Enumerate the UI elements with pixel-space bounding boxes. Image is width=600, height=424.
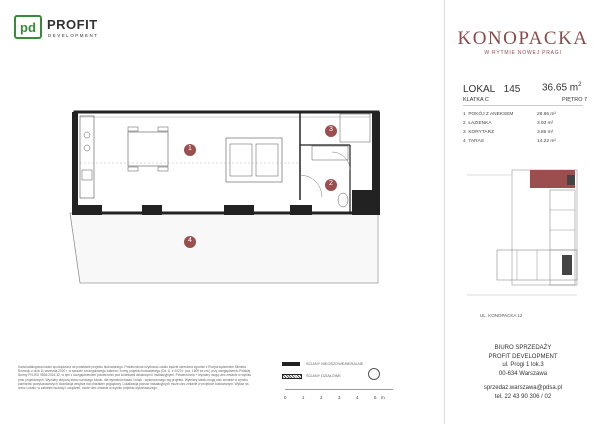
scale-baseline xyxy=(285,389,393,390)
room-no: 4 xyxy=(463,139,466,144)
wall-segment xyxy=(372,112,380,197)
sales-email[interactable]: sprzedaz.warszawa@pdsa.pl xyxy=(483,385,563,391)
room-row xyxy=(463,112,583,121)
unit-label-text: LOKAL xyxy=(463,84,495,95)
room-area: 28.86 m² xyxy=(537,112,556,117)
sofa xyxy=(226,138,282,182)
room-no: 2 xyxy=(463,121,466,126)
room-marker-label: 1 xyxy=(188,145,192,152)
scale-unit: m xyxy=(381,395,385,400)
room-marker-label: 2 xyxy=(329,180,333,187)
wall-segment xyxy=(290,205,312,215)
sales-office-line: 00-634 Warszawa xyxy=(498,370,548,377)
room-marker-label: 3 xyxy=(329,126,333,133)
scale-tick: 4 xyxy=(356,395,359,400)
north-arrow-icon xyxy=(368,368,380,380)
room-name: POKÓJ Z ANEKSEM xyxy=(468,112,514,117)
unit-separator xyxy=(463,105,583,106)
unit-area-value: 36.65 m xyxy=(542,82,579,94)
room-list xyxy=(463,112,583,148)
room-area: 14.22 m² xyxy=(537,139,556,144)
legend-swatch-bearing xyxy=(282,362,300,366)
room-name: KORYTARZ xyxy=(468,130,495,135)
scale-tick: 1 xyxy=(302,395,305,400)
kitchen-counter xyxy=(80,116,94,198)
project-title: KONOPACKA xyxy=(457,28,589,49)
brand-logo-mark: pd xyxy=(14,15,42,39)
unit-stair: KLATKA C xyxy=(463,97,489,103)
room-no: 1 xyxy=(463,112,466,117)
door-swing xyxy=(300,175,322,197)
unit-area xyxy=(542,82,581,93)
terrace-area xyxy=(70,213,378,283)
toilet xyxy=(338,193,348,207)
room-row xyxy=(463,130,583,139)
scale-tick: 5 xyxy=(374,395,377,400)
scale-tick: 0 xyxy=(284,395,287,400)
room-row xyxy=(463,139,583,148)
unit-area-sup: 2 xyxy=(578,82,582,88)
room-row xyxy=(463,121,583,130)
room-marker-label: 4 xyxy=(188,237,192,244)
sales-office-line: PROFIT DEVELOPMENT xyxy=(488,353,558,360)
wall-segment xyxy=(142,205,162,215)
scale-tick: 3 xyxy=(338,395,341,400)
room-area: 3.93 m² xyxy=(537,121,554,126)
brand-sub: DEVELOPMENT xyxy=(48,33,99,38)
wall-segment xyxy=(224,205,254,215)
brand-name: PROFIT xyxy=(47,17,98,32)
unit-number: 145 xyxy=(503,84,521,95)
room-name: ŁAZIENKA xyxy=(468,121,492,126)
wall-segment xyxy=(72,112,78,212)
scale-tick: 2 xyxy=(320,395,323,400)
door-swing xyxy=(332,152,350,170)
sales-phone[interactable]: tel. 22 43 90 306 / 02 xyxy=(494,393,552,400)
unit-label xyxy=(463,84,520,95)
wardrobe xyxy=(340,114,370,142)
dining-table xyxy=(128,132,168,166)
key-plan xyxy=(462,165,582,305)
unit-floor: PIĘTRO 7 xyxy=(562,97,588,103)
room-no: 3 xyxy=(463,130,466,135)
sales-office-line: BIURO SPRZEDAŻY xyxy=(494,345,552,351)
legend-swatch-partition xyxy=(282,374,302,379)
project-tagline: W RYTMIE NOWEJ PRAGI xyxy=(484,50,562,56)
room-name: TARAS xyxy=(468,139,484,144)
legal-note: Karta katalogowa lokalu sporządzona na podstawie projektu budowlanego. Powierzchnia użytkowa Lokalu będzie określona zgodnie z Rozporządzeniem Ministra Rozwoju z dnia 11 września 2020 r. w sprawie szczegółowego zakresu i formy projektu budowlanego (Dz. U. z 2020 r. poz. 1609 ze zm.) przy uwzględnieniu Polskiej Normy PN-ISO 9836:2015-12, w tym z uwzględnieniem powierzchni pod ściankami działowymi i instalacyjnymi. Powierzchnia + wymiary mogą ulec zmianie w wyniku prac projektowych. Wymiary dotyczą stanu surowego lokalu, dla wymiarów fasad i wnęk - wykończonego wg projektu. Wymiary lokalu mogą ulec zmianie w wyniku pomiarów powykonawczych. Aranżacja wnętrza ma charakter poglądowy. Lokalizacja pionów instalacyjnych może ulec zmianie w projekcie budowlanym. Wykaz na rzecz Lokalu, w zakresie budowy i urządzeń, może ulec zmianie w wyniku projektu wykonawczego. xyxy=(18,365,252,391)
sales-office-line: ul. Progi 1 lok.3 xyxy=(502,362,544,368)
street-label: UL. KONOPACKA 12 xyxy=(480,313,523,318)
sales-office xyxy=(446,344,600,401)
room-area: 3.86 m² xyxy=(537,130,554,135)
bathtub xyxy=(312,146,348,160)
legend-partition: ŚCIANY DZIAŁOWE xyxy=(306,374,341,378)
legend-bearing: ŚCIANY NIEOSZOWE/BERALNE xyxy=(306,362,364,366)
